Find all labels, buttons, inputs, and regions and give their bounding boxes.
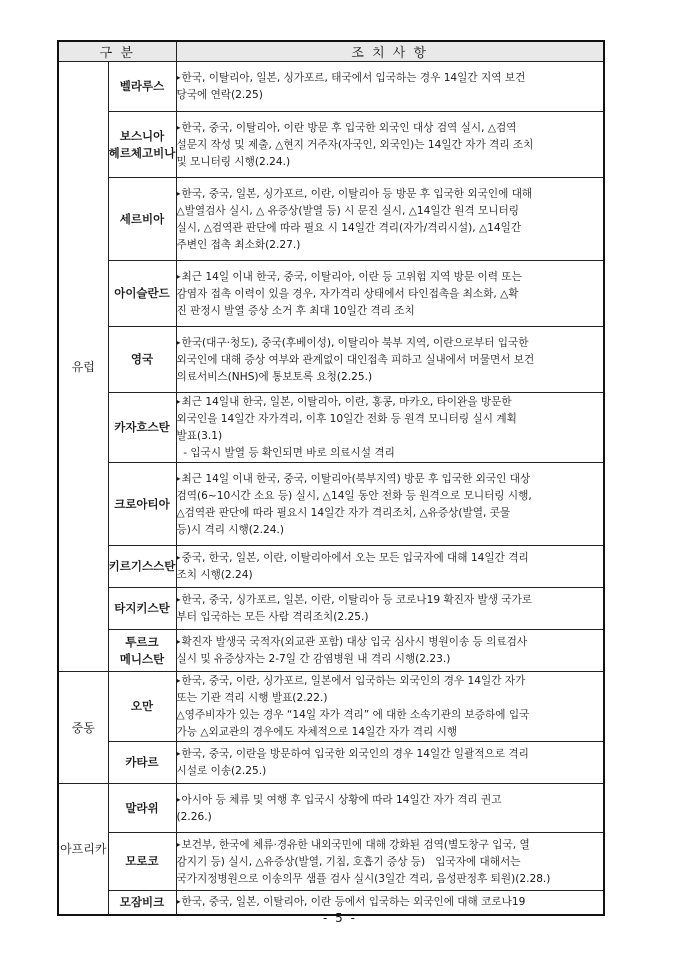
measure-text: 최근 14일 이내 한국, 중국, 이탈리아(북부지역) 방문 후 입국한 외국인 대상 [181,472,531,485]
measure-cell [176,630,604,672]
measure-text: 또는 기관 격리 시행 발표(2.22.) [176,692,328,704]
measure-text: (2.26.) [176,810,212,823]
measure-cell [176,463,604,546]
bullet-icon: ▸ [176,839,181,849]
bullet-icon: ▸ [176,473,181,483]
table-row [58,833,604,891]
measure-text: 발표(3.1) [176,430,223,442]
measure-text: 한국, 중국, 싱가포르, 일본, 이란, 이탈리아 등 코로나19 확진자 발생 국가로 [181,594,533,606]
measure-text: 감염자 접촉 이력이 있을 경우, 자가격리 상태에서 타인접촉을 최소화, △확 [176,287,519,300]
measure-text: 설문지 작성 및 제출, △현지 거주자(자국인, 외국인)는 14일간 자가 격리 조치 [176,138,534,151]
country-cell [108,178,176,261]
bullet-icon: ▸ [176,397,181,406]
measure-cell [176,742,604,784]
country-name: 말라위 [125,800,159,815]
measure-cell [176,261,604,327]
measure-text: 조치 시행(2.24) [176,569,253,581]
country-name: 키르기스스탄 [108,559,176,573]
measure-text: 감지기 등) 실시, △유증상(발열, 기침, 호흡기 증상 등) 입국자에 대해서는 [176,855,521,868]
table-row [58,261,604,327]
country-cell [108,672,176,742]
measure-cell [176,112,604,178]
bullet-icon: ▸ [176,271,181,281]
table-row [58,112,604,178]
measure-cell [176,672,604,742]
country-cell [108,588,176,630]
country-name: 헤르체고비나 [108,145,176,160]
measure-text: 보건부, 한국에 체류·경유한 내외국민에 대해 강화된 검역(별도창구 입국, 열 [181,838,530,851]
measure-cell [176,784,604,833]
region-cell: 유럽 [58,62,108,672]
bullet-icon: ▸ [176,897,181,907]
measure-text: △영주비자가 있는 경우 “14일 자가 격리” 에 대한 소속기관의 보증하에 입국 [176,709,530,721]
measure-text: 등)시 격리 시행(2.24.) [176,523,284,536]
country-name: 모로코 [125,854,159,868]
table-row [58,178,604,261]
measure-text: 및 모니터링 시행(2.24.) [176,155,291,168]
measure-text: 한국, 이탈리아, 일본, 싱가포르, 태국에서 입국하는 경우 14일간 지역 보건 [181,72,526,84]
measure-text: 진 판정시 발열 증상 소거 후 최대 10일간 격리 조치 [176,304,415,317]
country-cell [108,261,176,327]
country-name: 크로아티아 [114,496,170,511]
table-header-row [58,41,604,62]
country-name: 세르비아 [119,211,165,226]
measure-text: 한국, 중국, 일본, 이탈리아, 이란 등에서 입국하는 외국인에 대해 코로나19 [181,896,526,909]
bullet-icon: ▸ [176,188,181,198]
table-row [58,588,604,630]
country-cell [108,784,176,833]
table-row [58,327,604,393]
measure-text: 주변인 접촉 최소화(2.27.) [176,238,301,251]
bullet-icon: ▸ [176,676,181,685]
country-cell [108,393,176,463]
measure-cell [176,178,604,261]
measure-text: 한국, 중국, 이탈리아, 이란 방문 후 입국한 외국인 대상 검역 실시, △검역 [181,121,517,134]
measure-text: 부터 입국하는 모든 사람 격리조치(2.25.) [176,611,369,623]
measure-text: 국가지정병원으로 이송의무 샘플 검사 실시(3일간 격리, 음성판정후 퇴원)(2.28.) [176,872,551,885]
table-row [58,672,604,742]
measure-text: 가능 △외교관의 경우에도 자체적으로 14일간 자가 격리 시행 [176,726,458,738]
measure-cell [176,393,604,463]
bullet-icon: ▸ [176,595,181,604]
table-row [58,393,604,463]
table-row [58,784,604,833]
table-row [58,742,604,784]
measure-cell [176,62,604,112]
country-name: 오만 [130,699,154,713]
measure-cell [176,546,604,588]
table-row [58,630,604,672]
country-name: 카타르 [125,755,159,769]
measure-text: 아시아 등 체류 및 여행 후 입국시 상황에 따라 14일간 자가 격리 권고 [181,793,502,806]
table-row [58,463,604,546]
measure-cell [176,833,604,891]
measure-text: 한국, 중국, 일본, 싱가포르, 이란, 이탈리아 등 방문 후 입국한 외국인에 대해 [181,187,533,200]
measure-text: 당국에 연락(2.25) [176,89,263,101]
header-measures: 조 치 사 항 [176,41,604,62]
bullet-icon: ▸ [176,637,181,646]
measure-text: 중국, 한국, 일본, 이란, 이탈리아에서 오는 모든 입국자에 대해 14일간 격리 [181,552,529,564]
measure-text: 의료서비스(NHS)에 통보토록 요청(2.25.) [176,370,373,383]
country-name: 벨라루스 [119,79,165,93]
country-cell [108,833,176,891]
page-number: - 5 - [323,911,357,925]
country-name: 투르크 [125,634,159,649]
country-cell [108,546,176,588]
measure-text: 최근 14일 이내 한국, 중국, 이탈리아, 이란 등 고위험 지역 방문 이력 또는 [181,270,522,283]
measure-text: 한국, 중국, 이란을 방문하여 입국한 외국인의 경우 14일간 일괄적으로 격리 [181,748,529,760]
country-name: 보스니아 [119,128,165,143]
region-cell: 아프리카 [58,784,108,915]
country-cell [108,112,176,178]
country-name: 타지키스탄 [114,601,170,615]
country-cell [108,327,176,393]
measure-text: △검역관 판단에 따라 필요시 14일간 자가 격리조치, △유증상(발열, 콧물 [176,506,511,519]
bullet-icon: ▸ [176,122,181,132]
table-row [58,546,604,588]
country-name: 영국 [130,352,154,366]
country-cell [108,742,176,784]
bullet-icon: ▸ [176,749,181,758]
measure-text: 확진자 발생국 국적자(외교관 포함) 대상 입국 심사시 병원이송 등 의료검사 [181,636,528,648]
measure-text: 외국인을 14일간 자가격리, 이후 10일간 전화 등 원격 모니터링 실시 계획 [176,413,517,425]
measure-text: 실시 및 유증상자는 2-7일 간 감염병원 내 격리 시행(2.23.) [176,653,451,665]
bullet-icon: ▸ [176,794,181,804]
measure-text: 외국인에 대해 증상 여부와 관계없이 대인접촉 피하고 실내에서 머물면서 보건 [176,353,535,366]
country-name: 아이슬란드 [114,286,170,300]
measure-text: 시설로 이송(2.25.) [176,765,267,777]
country-cell [108,630,176,672]
header-category: 구 분 [58,41,176,62]
bullet-icon: ▸ [176,553,181,562]
country-cell [108,463,176,546]
bullet-icon: ▸ [176,73,181,82]
measure-text: △발열검사 실시, △ 유증상(발열 등) 시 문진 실시, △14일간 원격 모니터링 [176,204,519,217]
measure-text: - 입국시 발열 등 확인되면 바로 의료시설 격리 [176,447,395,459]
measure-cell [176,327,604,393]
region-cell: 중동 [58,672,108,784]
measure-text: 한국(대구·청도), 중국(후베이성), 이탈리아 북부 지역, 이란으로부터 입국한 [181,336,529,349]
measure-text: 실시, △검역관 판단에 따라 필요 시 14일간 격리(자가/격리시설), △14일간 [176,221,522,234]
country-name: 카자흐스탄 [114,420,170,434]
country-name: 모잠비크 [119,894,165,909]
measure-text: 검역(6~10시간 소요 등) 실시, △14일 동안 전화 등 원격으로 모니터링 시행, [176,489,532,502]
bullet-icon: ▸ [176,337,181,347]
country-cell [108,62,176,112]
table-row [58,62,604,112]
country-name: 메니스탄 [119,651,165,666]
measure-text: 최근 14일내 한국, 일본, 이탈리아, 이란, 홍콩, 마카오, 타이완을 방문한 [181,396,512,408]
measures-table [57,40,605,916]
measure-text: 한국, 중국, 이란, 싱가포르, 일본에서 입국하는 외국인의 경우 14일간 자가 [181,675,526,687]
measure-cell [176,588,604,630]
